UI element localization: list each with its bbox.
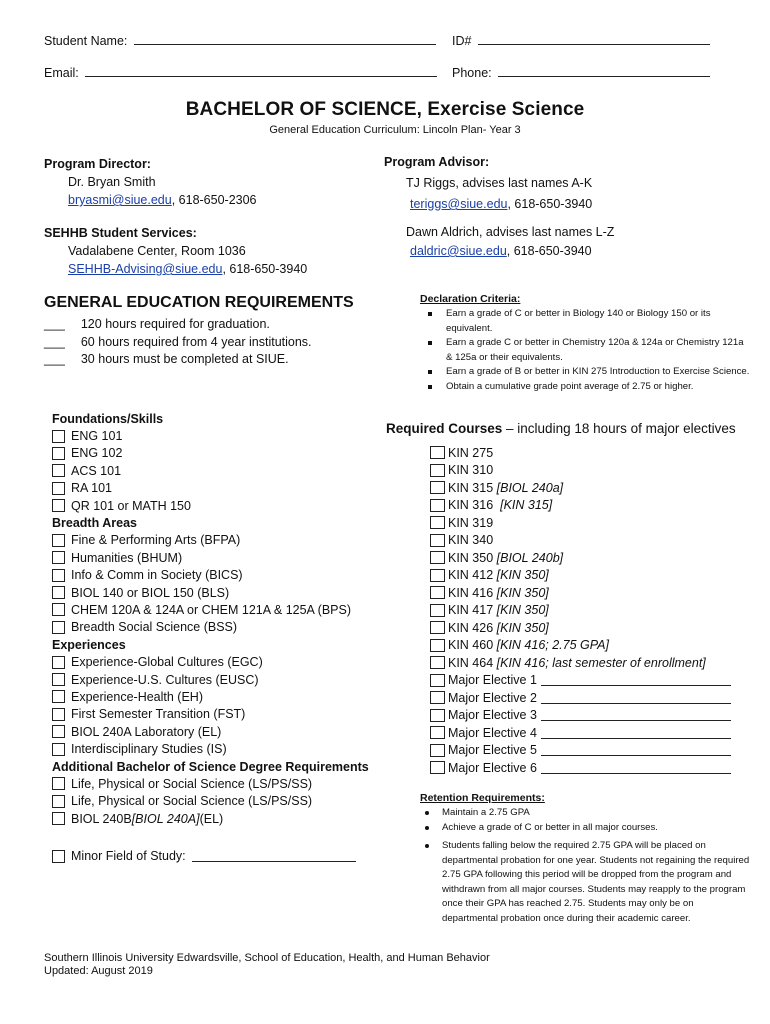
advisor-1-phone: , 618-650-3940 <box>507 197 593 211</box>
additional-list <box>52 775 382 827</box>
elective-row[interactable] <box>430 759 750 777</box>
student-services-phone: , 618-650-3940 <box>222 262 308 276</box>
additional-heading: Additional Bachelor of Science Degree Requirements <box>52 759 369 774</box>
program-advisor-label: Program Advisor: <box>384 155 490 169</box>
declaration-criteria-item: Earn a grade of B or better in KIN 275 Introduction to Exercise Science. <box>420 365 750 380</box>
breadth-item[interactable] <box>52 532 382 549</box>
advisor-1-email-link[interactable]: teriggs@siue.edu <box>410 197 508 211</box>
advisor-2-name: Dawn Aldrich, advises last names L-Z <box>406 225 615 239</box>
email-blank[interactable] <box>85 65 437 77</box>
checkbox[interactable] <box>52 482 65 495</box>
checkbox[interactable] <box>52 499 65 512</box>
checkbox[interactable] <box>52 743 65 756</box>
elective-row[interactable] <box>430 689 750 707</box>
foundations-list <box>52 427 382 514</box>
advisor-2-contact <box>384 242 614 261</box>
program-director-phone: , 618-650-2306 <box>171 193 257 207</box>
course-row[interactable] <box>430 619 750 637</box>
program-director-block <box>44 155 257 209</box>
checkbox[interactable] <box>52 464 65 477</box>
foundations-heading: Foundations/Skills <box>52 411 164 426</box>
checkbox[interactable] <box>52 430 65 443</box>
course-row[interactable] <box>430 462 750 480</box>
experiences-item[interactable] <box>52 653 382 670</box>
experiences-item[interactable] <box>52 723 382 740</box>
page-title: BACHELOR OF SCIENCE, Exercise Science <box>185 99 585 120</box>
course-checkbox[interactable] <box>430 639 445 652</box>
elective-blank[interactable] <box>541 692 731 704</box>
required-courses-heading-rest: – including 18 hours of major electives <box>502 421 736 436</box>
student-services-email-link[interactable]: SEHHB-Advising@siue.edu <box>68 262 223 276</box>
id-field[interactable] <box>452 33 710 48</box>
gen-ed-blank[interactable]: ___ <box>44 317 65 331</box>
elective-row[interactable] <box>430 672 750 690</box>
foundations-item-label: ACS 101 <box>71 463 122 478</box>
student-services-label: SEHHB Student Services: <box>44 226 197 240</box>
elective-label: Major Elective 4 <box>448 725 537 740</box>
course-prereq: [KIN 350] <box>496 603 549 618</box>
course-code: KIN 340 <box>448 533 494 548</box>
breadth-item[interactable] <box>52 549 382 566</box>
elective-blank[interactable] <box>541 674 731 686</box>
course-code: KIN 460 <box>448 638 497 653</box>
additional-item[interactable] <box>52 793 382 810</box>
retention-heading: Retention Requirements: <box>420 792 545 804</box>
course-checkbox[interactable] <box>430 481 445 494</box>
gen-ed-heading: GENERAL EDUCATION REQUIREMENTS <box>44 294 354 311</box>
course-code: KIN 416 <box>448 585 497 600</box>
additional-item-label: Life, Physical or Social Science (LS/PS/SS) <box>71 776 313 791</box>
retention-block <box>420 792 750 926</box>
experiences-item-label: Experience-Health (EH) <box>71 689 203 704</box>
declaration-criteria-list <box>420 307 750 394</box>
checkbox[interactable] <box>52 621 65 634</box>
advisor-1-name: TJ Riggs, advises last names A-K <box>406 176 593 190</box>
course-code: KIN 412 <box>448 568 497 583</box>
experiences-item-label: First Semester Transition (FST) <box>71 707 246 722</box>
declaration-criteria-block <box>420 293 750 394</box>
foundations-item[interactable] <box>52 427 382 444</box>
course-prereq: [KIN 315] <box>500 498 553 513</box>
foundations-item[interactable] <box>52 445 382 462</box>
retention-item: Achieve a grade of C or better in all major courses. <box>420 821 750 836</box>
course-code: KIN 310 <box>448 463 494 478</box>
course-code: KIN 350 <box>448 550 497 565</box>
checkbox[interactable] <box>52 534 65 547</box>
breadth-heading: Breadth Areas <box>52 516 137 531</box>
course-prereq: [KIN 350] <box>496 620 549 635</box>
course-checkbox[interactable] <box>430 604 445 617</box>
gen-ed-blank[interactable]: ___ <box>44 334 65 349</box>
minor-checkbox[interactable] <box>52 850 65 863</box>
elective-label: Major Elective 6 <box>448 760 537 775</box>
elective-blank[interactable] <box>541 762 731 774</box>
breadth-item-label: Breadth Social Science (BSS) <box>71 620 238 635</box>
course-code: KIN 275 <box>448 445 494 460</box>
experiences-item-label: Experience-Global Cultures (EGC) <box>71 655 263 670</box>
elective-label: Major Elective 3 <box>448 708 537 723</box>
foundations-item[interactable] <box>52 462 382 479</box>
course-checkbox[interactable] <box>430 499 445 512</box>
required-courses-list <box>430 444 750 777</box>
elective-checkbox[interactable] <box>430 744 445 757</box>
course-row[interactable] <box>430 514 750 532</box>
experiences-item[interactable] <box>52 671 382 688</box>
footer-updated: Updated: August 2019 <box>44 965 153 977</box>
elective-blank[interactable] <box>541 744 731 756</box>
course-checkbox[interactable] <box>430 516 445 529</box>
foundations-item-label: ENG 102 <box>71 446 123 461</box>
gen-ed-blank[interactable]: ___ <box>44 352 65 366</box>
additional-item-prereq: [BIOL 240A] <box>131 811 200 826</box>
advisor-1-contact <box>384 195 614 214</box>
elective-label: Major Elective 2 <box>448 690 537 705</box>
course-prereq: [KIN 416; 2.75 GPA] <box>496 638 609 653</box>
advisor-2-email-link[interactable]: daldric@siue.edu <box>410 244 507 258</box>
checkbox[interactable] <box>52 708 65 721</box>
course-prereq: [BIOL 240a] <box>496 480 564 495</box>
checkbox[interactable] <box>52 586 65 599</box>
program-director-email-link[interactable]: bryasmi@siue.edu <box>68 193 172 207</box>
student-name-field[interactable] <box>44 33 436 48</box>
experiences-item[interactable] <box>52 740 382 757</box>
student-name-label: Student Name: <box>44 34 128 48</box>
additional-item[interactable] <box>52 810 382 827</box>
elective-row[interactable] <box>430 742 750 760</box>
gen-ed-item: ___ 30 hours must be completed at SIUE. <box>44 352 289 366</box>
phone-label: Phone: <box>452 66 492 80</box>
checkbox[interactable] <box>52 656 65 669</box>
course-prereq: [KIN 350] <box>496 585 549 600</box>
phone-field[interactable] <box>452 65 710 80</box>
elective-blank[interactable] <box>541 727 731 739</box>
phone-blank[interactable] <box>498 65 710 77</box>
page-subtitle: General Education Curriculum: Lincoln Plan- Year 3 <box>269 124 521 136</box>
course-row[interactable] <box>430 549 750 567</box>
course-checkbox[interactable] <box>430 656 445 669</box>
course-row[interactable] <box>430 479 750 497</box>
checkbox[interactable] <box>52 673 65 686</box>
additional-item[interactable] <box>52 775 382 792</box>
course-checkbox[interactable] <box>430 551 445 564</box>
breadth-item-label: Info & Comm in Society (BICS) <box>71 568 243 583</box>
course-checkbox[interactable] <box>430 569 445 582</box>
breadth-item[interactable] <box>52 601 382 618</box>
checkbox[interactable] <box>52 690 65 703</box>
course-checkbox[interactable] <box>430 464 445 477</box>
id-blank[interactable] <box>478 33 710 45</box>
id-label: ID# <box>452 34 472 48</box>
elective-label: Major Elective 5 <box>448 743 537 758</box>
declaration-criteria-item: Obtain a cumulative grade point average of 2.75 or higher. <box>420 380 750 395</box>
minor-label: Minor Field of Study: <box>71 849 186 864</box>
gen-ed-item: ___ 60 hours required from 4 year institutions. <box>44 334 312 349</box>
elective-checkbox[interactable] <box>430 691 445 704</box>
footer-institution: Southern Illinois University Edwardsville, School of Education, Health, and Human Behavior <box>44 952 490 964</box>
required-courses-heading <box>386 421 736 436</box>
electives-list <box>430 672 750 777</box>
breadth-list <box>52 532 382 636</box>
course-row[interactable] <box>430 584 750 602</box>
breadth-item-label: CHEM 120A & 124A or CHEM 121A & 125A (BPS) <box>71 602 352 617</box>
checkbox[interactable] <box>52 725 65 738</box>
checkbox[interactable] <box>52 777 65 790</box>
gen-ed-list <box>44 316 312 369</box>
foundations-item-label: QR 101 or MATH 150 <box>71 498 191 513</box>
breadth-item[interactable] <box>52 567 382 584</box>
checkbox[interactable] <box>52 795 65 808</box>
elective-checkbox[interactable] <box>430 726 445 739</box>
experiences-item-label: Interdisciplinary Studies (IS) <box>71 742 227 757</box>
elective-checkbox[interactable] <box>430 761 445 774</box>
checkbox[interactable] <box>52 569 65 582</box>
program-director-contact <box>44 191 257 209</box>
experiences-item-label: BIOL 240A Laboratory (EL) <box>71 724 222 739</box>
student-name-blank[interactable] <box>134 33 436 45</box>
course-row[interactable] <box>430 497 750 515</box>
breadth-item-label: Humanities (BHUM) <box>71 550 183 565</box>
course-row[interactable] <box>430 602 750 620</box>
breadth-item[interactable] <box>52 619 382 636</box>
elective-checkbox[interactable] <box>430 709 445 722</box>
foundations-item[interactable] <box>52 497 382 514</box>
course-row[interactable] <box>430 444 750 462</box>
additional-item-label: BIOL 240B <box>71 811 132 826</box>
experiences-item[interactable] <box>52 706 382 723</box>
course-row[interactable] <box>430 567 750 585</box>
experiences-heading: Experiences <box>52 637 126 652</box>
course-prereq: [KIN 416; last semester of enrollment] <box>496 655 706 670</box>
experiences-item-label: Experience-U.S. Cultures (EUSC) <box>71 672 259 687</box>
checkbox[interactable] <box>52 551 65 564</box>
elective-label: Major Elective 1 <box>448 673 537 688</box>
retention-list <box>420 806 750 926</box>
course-row[interactable] <box>430 637 750 655</box>
breadth-item-label: BIOL 140 or BIOL 150 (BLS) <box>71 585 230 600</box>
student-services-contact <box>44 260 307 278</box>
foundations-item[interactable] <box>52 480 382 497</box>
course-code: KIN 417 <box>448 603 497 618</box>
experiences-item[interactable] <box>52 688 382 705</box>
program-advisor-block <box>384 153 614 261</box>
footer <box>44 952 490 978</box>
elective-row[interactable] <box>430 724 750 742</box>
program-director-name: Dr. Bryan Smith <box>68 175 156 189</box>
course-checkbox[interactable] <box>430 446 445 459</box>
course-code: KIN 464 <box>448 655 497 670</box>
declaration-criteria-item: Earn a grade C or better in Chemistry 120a & 124a or Chemistry 121a & 125a or their equivalents. <box>420 336 750 365</box>
required-courses-heading-bold: Required Courses <box>386 421 503 436</box>
course-checkbox[interactable] <box>430 621 445 634</box>
student-services-block <box>44 224 307 278</box>
course-code: KIN 426 <box>448 620 497 635</box>
foundations-item-label: RA 101 <box>71 481 113 496</box>
declaration-criteria-heading: Declaration Criteria: <box>420 293 521 305</box>
minor-blank[interactable] <box>192 850 356 862</box>
checkbox[interactable] <box>52 447 65 460</box>
checkbox[interactable] <box>52 812 65 825</box>
experiences-list <box>52 653 382 757</box>
declaration-criteria-item: Earn a grade of C or better in Biology 140 or Biology 150 or its equivalent. <box>420 307 750 336</box>
retention-item: Students falling below the required 2.75 GPA will be placed on departmental probation for one year. Students not regaining the required 2.75 GPA following this period will be dropped from the program and withdrawn from all major courses. Students may reapply to the program once their GPA has reached 2.75. Students may only be on departmental probation once during their academic career. <box>420 839 750 926</box>
email-label: Email: <box>44 66 79 80</box>
minor-field-row[interactable] <box>52 847 382 864</box>
additional-item-label: Life, Physical or Social Science (LS/PS/SS) <box>71 794 313 809</box>
course-code: KIN 319 <box>448 515 494 530</box>
program-director-label: Program Director: <box>44 157 151 171</box>
course-row[interactable] <box>430 532 750 550</box>
course-row[interactable] <box>430 654 750 672</box>
course-checkbox[interactable] <box>430 586 445 599</box>
email-field[interactable] <box>44 65 437 80</box>
gen-ed-item: ___ 120 hours required for graduation. <box>44 317 270 331</box>
breadth-item-label: Fine & Performing Arts (BFPA) <box>71 533 241 548</box>
course-prereq: [KIN 350] <box>496 568 549 583</box>
gen-ed-checklist <box>52 410 382 865</box>
course-code: KIN 316 <box>448 498 501 513</box>
course-checkbox[interactable] <box>430 534 445 547</box>
elective-checkbox[interactable] <box>430 674 445 687</box>
retention-item: Maintain a 2.75 GPA <box>420 806 750 821</box>
elective-row[interactable] <box>430 707 750 725</box>
elective-blank[interactable] <box>541 709 731 721</box>
course-prereq: [BIOL 240b] <box>496 550 564 565</box>
courses-list <box>430 444 750 672</box>
advisor-2-phone: , 618-650-3940 <box>506 244 592 258</box>
additional-item-suffix: (EL) <box>199 811 224 826</box>
student-services-location: Vadalabene Center, Room 1036 <box>68 244 246 258</box>
breadth-item[interactable] <box>52 584 382 601</box>
checkbox[interactable] <box>52 603 65 616</box>
course-code: KIN 315 <box>448 480 497 495</box>
foundations-item-label: ENG 101 <box>71 429 123 444</box>
